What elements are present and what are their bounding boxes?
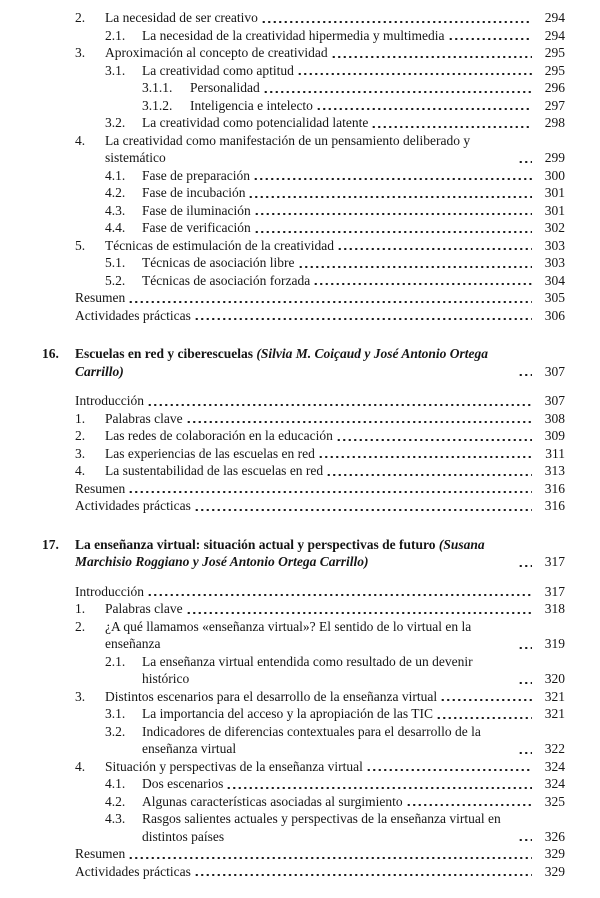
toc-entry — [42, 254, 565, 272]
dot-leader — [318, 456, 532, 458]
entry-number: 3.1. — [105, 62, 126, 78]
entry-page-number: 307 — [544, 363, 565, 379]
dot-leader — [406, 804, 532, 806]
entry-number: 3.1. — [105, 706, 126, 721]
entry-number: 4.1. — [105, 167, 126, 183]
entry-title — [142, 184, 245, 202]
toc-entry — [42, 9, 565, 27]
entry-title-text: Distintos escenarios para el desarrollo de la enseñanza virtual — [105, 688, 438, 704]
dot-leader — [518, 682, 532, 684]
dot-leader — [194, 318, 532, 320]
entry-number: 1. — [75, 410, 86, 426]
dot-leader — [518, 839, 532, 841]
entry-title — [142, 202, 251, 220]
toc-entry — [42, 79, 565, 97]
entry-page-number: 319 — [544, 636, 565, 651]
entry-title-text: Rasgos salientes actuales y perspectivas de la enseñanza virtual en distintos países — [142, 811, 501, 844]
toc-entry — [42, 307, 565, 325]
entry-number: 1. — [75, 601, 86, 616]
dot-leader — [297, 73, 532, 75]
entry-number: 3.2. — [105, 723, 126, 739]
toc-entry — [42, 132, 565, 167]
entry-title-text: La importancia del acceso y la apropiación de las TIC — [142, 706, 434, 721]
dot-leader — [448, 38, 533, 40]
entry-page-number: 300 — [544, 167, 565, 183]
dot-leader — [371, 126, 532, 128]
dot-leader — [186, 612, 532, 614]
entry-page-number: 304 — [544, 272, 565, 288]
toc-entry — [42, 810, 565, 845]
entry-page-number: 322 — [544, 741, 565, 756]
entry-number: 4.3. — [105, 811, 126, 826]
dot-leader — [366, 769, 532, 771]
entry-title-text: Fase de preparación — [142, 167, 250, 183]
dot-leader — [316, 108, 532, 110]
entry-number: 3. — [75, 45, 86, 60]
entry-title-text: Introducción — [75, 393, 144, 408]
toc-entry — [42, 705, 565, 723]
entry-page-number: 318 — [544, 601, 565, 616]
entry-page-number: 329 — [544, 846, 565, 861]
entry-author: (Susana Marchisio Roggiano y José Antonio Ortega Carrillo) — [75, 536, 485, 569]
entry-title-text: La sustentabilidad de las escuelas en red — [105, 463, 324, 478]
entry-title-text: Resumen — [75, 846, 126, 861]
toc-entry — [42, 237, 565, 255]
entry-author: (Silvia M. Coiçaud y José Antonio Ortega Carrillo) — [75, 346, 489, 379]
entry-page-number: 317 — [544, 554, 565, 569]
entry-title — [142, 793, 403, 811]
toc-entry — [42, 618, 565, 653]
toc-entry — [42, 114, 565, 132]
entry-title — [142, 254, 295, 272]
entry-page-number: 295 — [544, 62, 565, 78]
entry-number: 3. — [75, 445, 86, 461]
entry-title — [142, 705, 433, 723]
entry-title-text: Actividades prácticas — [75, 307, 191, 323]
entry-title-text: Actividades prácticas — [75, 498, 191, 513]
entry-number: 17. — [42, 536, 59, 552]
entry-number: 4.3. — [105, 202, 126, 218]
toc-entry — [42, 392, 565, 410]
entry-title-text: La creatividad como aptitud — [142, 62, 294, 78]
entry-title — [75, 345, 515, 380]
entry-page-number: 313 — [544, 463, 565, 478]
entry-number: 2.1. — [105, 653, 126, 669]
dot-leader — [186, 421, 532, 423]
entry-page-number: 305 — [544, 290, 565, 305]
entry-page-number: 317 — [544, 583, 565, 599]
entry-page-number: 320 — [544, 671, 565, 686]
entry-page-number: 321 — [544, 688, 565, 704]
toc-entry — [42, 219, 565, 237]
toc-entry — [42, 445, 565, 463]
entry-title-text: Resumen — [75, 290, 126, 305]
entry-title-text: Fase de iluminación — [142, 202, 251, 218]
entry-page-number: 325 — [544, 793, 565, 809]
entry-number: 4. — [75, 463, 86, 478]
dot-leader — [518, 161, 532, 163]
toc-entry — [42, 497, 565, 515]
entry-title-text: Aproximación al concepto de creatividad — [105, 45, 328, 60]
entry-number: 3.1.1. — [142, 80, 173, 95]
entry-title-text: Introducción — [75, 583, 144, 599]
dot-leader — [298, 266, 532, 268]
entry-title-text: La enseñanza virtual entendida como resultado de un devenir histórico — [142, 653, 473, 686]
entry-title — [105, 44, 328, 62]
dot-leader — [147, 594, 532, 596]
entry-page-number: 303 — [544, 237, 565, 253]
toc-entry — [42, 600, 565, 618]
entry-title — [105, 237, 334, 255]
entry-title-text: Fase de incubación — [142, 185, 246, 200]
entry-title-text: Técnicas de estimulación de la creatividad — [105, 237, 335, 253]
entry-title — [75, 480, 125, 498]
entry-page-number: 303 — [544, 255, 565, 270]
entry-title-text: Técnicas de asociación forzada — [142, 272, 311, 288]
toc-entry — [42, 775, 565, 793]
toc-entry — [42, 27, 565, 45]
toc-entry — [42, 289, 565, 307]
entry-title-text: Actividades prácticas — [75, 863, 191, 879]
entry-number: 3.1.2. — [142, 97, 173, 113]
entry-title — [105, 9, 258, 27]
toc-entry — [42, 272, 565, 290]
dot-leader — [518, 374, 532, 376]
toc-entry — [42, 97, 565, 115]
entry-title-text: Situación y perspectivas de la enseñanza virtual — [105, 758, 363, 774]
toc-entry — [42, 62, 565, 80]
dot-leader — [253, 178, 532, 180]
entry-title — [190, 79, 260, 97]
entry-page-number: 302 — [544, 220, 565, 235]
entry-page-number: 326 — [544, 828, 565, 844]
entry-title-text: Inteligencia e intelecto — [190, 97, 313, 113]
entry-number: 2.1. — [105, 27, 126, 43]
toc-entry — [42, 653, 565, 688]
entry-title-text: La necesidad de la creatividad hipermedia y multimedia — [142, 27, 445, 43]
entry-page-number: 299 — [544, 150, 565, 165]
entry-title — [75, 583, 144, 601]
toc-chapter-entry — [42, 536, 565, 571]
dot-leader — [226, 787, 532, 789]
entry-number: 4.2. — [105, 793, 126, 809]
entry-title — [142, 775, 223, 793]
entry-number: 5.1. — [105, 255, 126, 270]
dot-leader — [326, 474, 532, 476]
entry-number: 2. — [75, 618, 86, 634]
entry-page-number: 321 — [544, 706, 565, 721]
entry-number: 5.2. — [105, 272, 126, 288]
table-of-contents — [42, 9, 565, 880]
entry-number: 3. — [75, 688, 86, 704]
entry-number: 4. — [75, 758, 86, 774]
toc-entry — [42, 184, 565, 202]
entry-page-number: 311 — [545, 445, 565, 461]
entry-page-number: 316 — [544, 498, 565, 513]
entry-title-text: Palabras clave — [105, 601, 183, 616]
dot-leader — [194, 874, 532, 876]
entry-title — [75, 289, 125, 307]
entry-title — [105, 132, 515, 167]
entry-page-number: 329 — [544, 863, 565, 879]
entry-page-number: 309 — [544, 428, 565, 443]
dot-leader — [261, 21, 532, 23]
entry-title — [105, 600, 183, 618]
entry-page-number: 301 — [544, 185, 565, 200]
entry-number: 4. — [75, 132, 86, 148]
entry-title-text: Fase de verificación — [142, 220, 251, 235]
entry-number: 2. — [75, 10, 86, 25]
entry-title-text: La enseñanza virtual: situación actual y perspectivas de futuro — [75, 536, 436, 552]
entry-page-number: 294 — [544, 27, 565, 43]
dot-leader — [518, 752, 532, 754]
toc-entry — [42, 863, 565, 881]
entry-title — [75, 863, 191, 881]
entry-title — [142, 167, 250, 185]
entry-title-text: Técnicas de asociación libre — [142, 255, 295, 270]
toc-entry — [42, 758, 565, 776]
entry-title-text: La creatividad como potencialidad latente — [142, 115, 369, 130]
toc-entry — [42, 845, 565, 863]
entry-title — [142, 114, 368, 132]
dot-leader — [248, 196, 532, 198]
dot-leader — [518, 565, 532, 567]
entry-title — [190, 97, 313, 115]
entry-number: 4.2. — [105, 185, 126, 200]
entry-page-number: 324 — [544, 758, 565, 774]
entry-number: 2. — [75, 428, 86, 443]
toc-entry — [42, 688, 565, 706]
entry-page-number: 298 — [544, 115, 565, 130]
entry-title — [142, 62, 294, 80]
entry-title — [105, 758, 363, 776]
toc-entry — [42, 462, 565, 480]
entry-title-text: Palabras clave — [105, 410, 183, 426]
entry-title — [105, 688, 437, 706]
dot-leader — [147, 404, 532, 406]
entry-title-text: La creatividad como manifestación de un pensamiento deliberado y sistemático — [105, 132, 471, 165]
dot-leader — [128, 491, 532, 493]
entry-page-number: 296 — [544, 80, 565, 95]
entry-page-number: 295 — [544, 45, 565, 60]
dot-leader — [436, 717, 532, 719]
dot-leader — [128, 301, 532, 303]
toc-entry — [42, 167, 565, 185]
entry-title — [142, 27, 445, 45]
entry-title — [105, 410, 183, 428]
entry-title — [105, 618, 515, 653]
entry-title — [142, 810, 515, 845]
entry-number: 4.1. — [105, 776, 126, 791]
toc-entry — [42, 202, 565, 220]
dot-leader — [254, 231, 532, 233]
entry-title-text: ¿A qué llamamos «enseñanza virtual»? El sentido de lo virtual en la enseñanza — [105, 618, 472, 651]
entry-title — [142, 723, 515, 758]
toc-entry — [42, 793, 565, 811]
entry-page-number: 294 — [544, 10, 565, 25]
toc-entry — [42, 480, 565, 498]
dot-leader — [440, 699, 532, 701]
entry-title — [142, 653, 515, 688]
entry-number: 5. — [75, 237, 86, 253]
entry-number: 4.4. — [105, 220, 126, 235]
dot-leader — [336, 439, 532, 441]
entry-title — [75, 536, 515, 571]
entry-title-text: Dos escenarios — [142, 776, 224, 791]
entry-page-number: 324 — [544, 776, 565, 791]
entry-title — [75, 845, 125, 863]
toc-chapter-entry — [42, 345, 565, 380]
entry-page-number: 307 — [544, 393, 565, 408]
dot-leader — [263, 91, 532, 93]
dot-leader — [254, 213, 532, 215]
toc-entry — [42, 410, 565, 428]
entry-title — [105, 462, 323, 480]
toc-entry — [42, 44, 565, 62]
entry-title-text: Resumen — [75, 480, 126, 496]
entry-title — [75, 307, 191, 325]
entry-page-number: 308 — [544, 410, 565, 426]
entry-title — [105, 445, 315, 463]
dot-leader — [128, 857, 532, 859]
entry-title-text: Indicadores de diferencias contextuales para el desarrollo de la enseñanza virtual — [142, 723, 481, 756]
entry-title-text: Las redes de colaboración en la educación — [105, 428, 333, 443]
entry-title-text: Las experiencias de las escuelas en red — [105, 445, 315, 461]
entry-title-text: Escuelas en red y ciberescuelas — [75, 346, 253, 361]
entry-title — [105, 427, 333, 445]
dot-leader — [194, 509, 532, 511]
toc-entry — [42, 583, 565, 601]
dot-leader — [337, 248, 532, 250]
entry-title-text: Personalidad — [190, 80, 260, 95]
entry-number: 3.2. — [105, 115, 126, 130]
entry-number: 16. — [42, 346, 59, 361]
toc-entry — [42, 723, 565, 758]
entry-page-number: 306 — [544, 307, 565, 323]
entry-title — [142, 272, 310, 290]
dot-leader — [518, 647, 532, 649]
dot-leader — [313, 283, 532, 285]
entry-page-number: 316 — [544, 480, 565, 496]
toc-entry — [42, 427, 565, 445]
entry-title — [75, 392, 144, 410]
entry-title — [75, 497, 191, 515]
entry-page-number: 301 — [544, 202, 565, 218]
entry-page-number: 297 — [544, 97, 565, 113]
dot-leader — [331, 56, 532, 58]
entry-title-text: La necesidad de ser creativo — [105, 10, 258, 25]
entry-title — [142, 219, 251, 237]
entry-title-text: Algunas características asociadas al surgimiento — [142, 793, 403, 809]
